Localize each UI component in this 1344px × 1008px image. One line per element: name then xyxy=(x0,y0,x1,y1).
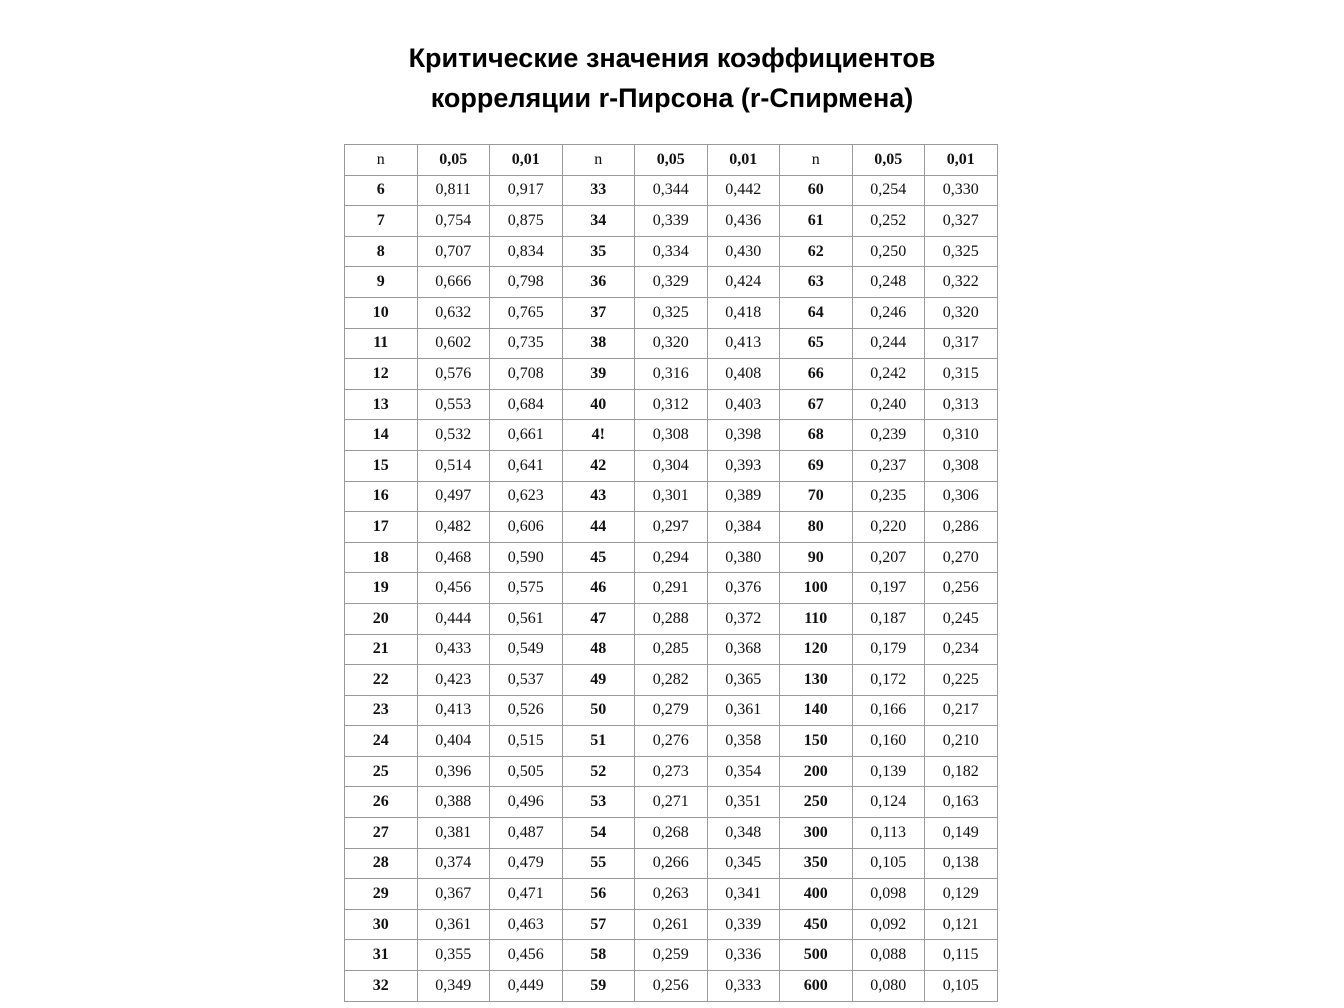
table-row xyxy=(345,909,998,940)
cell-n: 10 xyxy=(345,297,418,328)
cell-n: 32 xyxy=(345,971,418,1002)
cell-p001: 0,225 xyxy=(925,665,998,696)
cell-p005: 0,254 xyxy=(852,175,925,206)
cell-p005: 0,632 xyxy=(417,297,490,328)
cell-n: 54 xyxy=(562,818,635,849)
cell-p005: 0,381 xyxy=(417,818,490,849)
cell-n: 18 xyxy=(345,542,418,573)
cell-p005: 0,576 xyxy=(417,359,490,390)
cell-p005: 0,268 xyxy=(635,818,708,849)
cell-n: 130 xyxy=(780,665,853,696)
header-n: n xyxy=(780,145,853,176)
cell-p001: 0,341 xyxy=(707,879,780,910)
cell-p005: 0,285 xyxy=(635,634,708,665)
cell-p005: 0,553 xyxy=(417,389,490,420)
cell-p005: 0,532 xyxy=(417,420,490,451)
cell-n: 450 xyxy=(780,909,853,940)
cell-p001: 0,623 xyxy=(490,481,563,512)
cell-p001: 0,463 xyxy=(490,909,563,940)
cell-p001: 0,121 xyxy=(925,909,998,940)
cell-p005: 0,329 xyxy=(635,267,708,298)
cell-p001: 0,590 xyxy=(490,542,563,573)
cell-p001: 0,413 xyxy=(707,328,780,359)
cell-p005: 0,388 xyxy=(417,787,490,818)
cell-n: 600 xyxy=(780,971,853,1002)
cell-n: 250 xyxy=(780,787,853,818)
header-alpha-005: 0,05 xyxy=(852,145,925,176)
cell-p005: 0,207 xyxy=(852,542,925,573)
cell-n: 140 xyxy=(780,695,853,726)
cell-p005: 0,235 xyxy=(852,481,925,512)
table-row xyxy=(345,512,998,543)
cell-p005: 0,811 xyxy=(417,175,490,206)
cell-p005: 0,271 xyxy=(635,787,708,818)
cell-n: 21 xyxy=(345,634,418,665)
cell-n: 55 xyxy=(562,848,635,879)
cell-p001: 0,365 xyxy=(707,665,780,696)
cell-p005: 0,456 xyxy=(417,573,490,604)
cell-n: 31 xyxy=(345,940,418,971)
cell-p005: 0,444 xyxy=(417,603,490,634)
cell-p005: 0,113 xyxy=(852,818,925,849)
table-row xyxy=(345,450,998,481)
cell-p005: 0,468 xyxy=(417,542,490,573)
header-alpha-001: 0,01 xyxy=(925,145,998,176)
cell-p005: 0,361 xyxy=(417,909,490,940)
cell-p005: 0,304 xyxy=(635,450,708,481)
cell-p001: 0,496 xyxy=(490,787,563,818)
table-header-row xyxy=(345,145,998,176)
cell-p001: 0,368 xyxy=(707,634,780,665)
cell-p001: 0,526 xyxy=(490,695,563,726)
cell-p001: 0,348 xyxy=(707,818,780,849)
table-row xyxy=(345,940,998,971)
cell-p005: 0,261 xyxy=(635,909,708,940)
cell-n: 17 xyxy=(345,512,418,543)
cell-n: 38 xyxy=(562,328,635,359)
cell-p005: 0,240 xyxy=(852,389,925,420)
cell-p001: 0,708 xyxy=(490,359,563,390)
table-row xyxy=(345,665,998,696)
cell-n: 60 xyxy=(780,175,853,206)
cell-n: 59 xyxy=(562,971,635,1002)
cell-p005: 0,088 xyxy=(852,940,925,971)
cell-p001: 0,105 xyxy=(925,971,998,1002)
cell-p005: 0,482 xyxy=(417,512,490,543)
cell-n: 67 xyxy=(780,389,853,420)
cell-n: 47 xyxy=(562,603,635,634)
cell-n: 52 xyxy=(562,756,635,787)
table-row xyxy=(345,297,998,328)
cell-n: 9 xyxy=(345,267,418,298)
cell-n: 56 xyxy=(562,879,635,910)
cell-n: 120 xyxy=(780,634,853,665)
cell-p001: 0,313 xyxy=(925,389,998,420)
cell-p001: 0,515 xyxy=(490,726,563,757)
cell-p001: 0,606 xyxy=(490,512,563,543)
cell-n: 110 xyxy=(780,603,853,634)
cell-p005: 0,252 xyxy=(852,206,925,237)
cell-p005: 0,294 xyxy=(635,542,708,573)
cell-p001: 0,317 xyxy=(925,328,998,359)
cell-n: 12 xyxy=(345,359,418,390)
cell-n: 30 xyxy=(345,909,418,940)
cell-n: 43 xyxy=(562,481,635,512)
cell-p005: 0,288 xyxy=(635,603,708,634)
cell-n: 500 xyxy=(780,940,853,971)
cell-p001: 0,245 xyxy=(925,603,998,634)
cell-p005: 0,080 xyxy=(852,971,925,1002)
cell-p005: 0,297 xyxy=(635,512,708,543)
table-body xyxy=(345,175,998,1001)
cell-p001: 0,765 xyxy=(490,297,563,328)
cell-p005: 0,273 xyxy=(635,756,708,787)
table-row xyxy=(345,389,998,420)
page-title xyxy=(0,38,1344,118)
cell-p001: 0,361 xyxy=(707,695,780,726)
cell-p001: 0,735 xyxy=(490,328,563,359)
cell-p005: 0,179 xyxy=(852,634,925,665)
cell-p001: 0,389 xyxy=(707,481,780,512)
table-row xyxy=(345,603,998,634)
cell-p001: 0,270 xyxy=(925,542,998,573)
header-alpha-005: 0,05 xyxy=(417,145,490,176)
cell-p005: 0,139 xyxy=(852,756,925,787)
cell-n: 58 xyxy=(562,940,635,971)
cell-p001: 0,456 xyxy=(490,940,563,971)
table-row xyxy=(345,634,998,665)
cell-n: 24 xyxy=(345,726,418,757)
cell-p001: 0,384 xyxy=(707,512,780,543)
cell-p005: 0,220 xyxy=(852,512,925,543)
cell-p001: 0,256 xyxy=(925,573,998,604)
critical-values-table xyxy=(344,144,998,1002)
cell-p005: 0,098 xyxy=(852,879,925,910)
cell-p001: 0,917 xyxy=(490,175,563,206)
cell-p005: 0,291 xyxy=(635,573,708,604)
cell-p001: 0,549 xyxy=(490,634,563,665)
table-row xyxy=(345,879,998,910)
title-line-1: Критические значения коэффициентов xyxy=(408,43,936,73)
cell-p001: 0,315 xyxy=(925,359,998,390)
cell-n: 70 xyxy=(780,481,853,512)
cell-p001: 0,380 xyxy=(707,542,780,573)
cell-n: 51 xyxy=(562,726,635,757)
cell-p005: 0,334 xyxy=(635,236,708,267)
header-alpha-005: 0,05 xyxy=(635,145,708,176)
cell-n: 27 xyxy=(345,818,418,849)
cell-p001: 0,358 xyxy=(707,726,780,757)
cell-n: 48 xyxy=(562,634,635,665)
table-row xyxy=(345,420,998,451)
cell-n: 80 xyxy=(780,512,853,543)
cell-n: 50 xyxy=(562,695,635,726)
cell-n: 37 xyxy=(562,297,635,328)
cell-n: 34 xyxy=(562,206,635,237)
table-row xyxy=(345,726,998,757)
table-row xyxy=(345,359,998,390)
cell-p001: 0,354 xyxy=(707,756,780,787)
cell-n: 61 xyxy=(780,206,853,237)
header-alpha-001: 0,01 xyxy=(490,145,563,176)
cell-p001: 0,641 xyxy=(490,450,563,481)
cell-n: 6 xyxy=(345,175,418,206)
cell-p005: 0,374 xyxy=(417,848,490,879)
cell-n: 69 xyxy=(780,450,853,481)
cell-n: 16 xyxy=(345,481,418,512)
cell-p001: 0,322 xyxy=(925,267,998,298)
cell-p005: 0,301 xyxy=(635,481,708,512)
cell-p005: 0,423 xyxy=(417,665,490,696)
cell-n: 350 xyxy=(780,848,853,879)
cell-n: 11 xyxy=(345,328,418,359)
cell-n: 35 xyxy=(562,236,635,267)
cell-n: 4! xyxy=(562,420,635,451)
cell-p001: 0,430 xyxy=(707,236,780,267)
cell-p001: 0,684 xyxy=(490,389,563,420)
cell-n: 400 xyxy=(780,879,853,910)
cell-n: 29 xyxy=(345,879,418,910)
cell-p001: 0,875 xyxy=(490,206,563,237)
cell-p005: 0,187 xyxy=(852,603,925,634)
cell-p001: 0,403 xyxy=(707,389,780,420)
cell-n: 150 xyxy=(780,726,853,757)
cell-p005: 0,259 xyxy=(635,940,708,971)
cell-p005: 0,339 xyxy=(635,206,708,237)
cell-n: 39 xyxy=(562,359,635,390)
cell-p001: 0,138 xyxy=(925,848,998,879)
cell-p005: 0,514 xyxy=(417,450,490,481)
cell-p005: 0,312 xyxy=(635,389,708,420)
cell-p001: 0,442 xyxy=(707,175,780,206)
cell-p005: 0,413 xyxy=(417,695,490,726)
cell-p005: 0,092 xyxy=(852,909,925,940)
cell-p005: 0,320 xyxy=(635,328,708,359)
cell-n: 28 xyxy=(345,848,418,879)
table-row xyxy=(345,848,998,879)
cell-p005: 0,105 xyxy=(852,848,925,879)
cell-p005: 0,124 xyxy=(852,787,925,818)
cell-p005: 0,433 xyxy=(417,634,490,665)
cell-n: 44 xyxy=(562,512,635,543)
cell-n: 46 xyxy=(562,573,635,604)
table-row xyxy=(345,573,998,604)
cell-p001: 0,163 xyxy=(925,787,998,818)
cell-n: 33 xyxy=(562,175,635,206)
cell-p005: 0,239 xyxy=(852,420,925,451)
table-row xyxy=(345,756,998,787)
cell-p005: 0,367 xyxy=(417,879,490,910)
cell-p005: 0,160 xyxy=(852,726,925,757)
cell-p005: 0,497 xyxy=(417,481,490,512)
cell-p001: 0,505 xyxy=(490,756,563,787)
cell-n: 22 xyxy=(345,665,418,696)
cell-n: 42 xyxy=(562,450,635,481)
cell-p001: 0,210 xyxy=(925,726,998,757)
header-n: n xyxy=(345,145,418,176)
cell-n: 14 xyxy=(345,420,418,451)
cell-n: 25 xyxy=(345,756,418,787)
cell-p001: 0,834 xyxy=(490,236,563,267)
cell-p001: 0,345 xyxy=(707,848,780,879)
table-row xyxy=(345,206,998,237)
cell-n: 19 xyxy=(345,573,418,604)
cell-p005: 0,242 xyxy=(852,359,925,390)
cell-n: 300 xyxy=(780,818,853,849)
cell-n: 100 xyxy=(780,573,853,604)
cell-p001: 0,424 xyxy=(707,267,780,298)
cell-p001: 0,286 xyxy=(925,512,998,543)
cell-p001: 0,575 xyxy=(490,573,563,604)
cell-p001: 0,182 xyxy=(925,756,998,787)
cell-n: 45 xyxy=(562,542,635,573)
cell-p001: 0,418 xyxy=(707,297,780,328)
cell-p005: 0,279 xyxy=(635,695,708,726)
cell-p001: 0,149 xyxy=(925,818,998,849)
cell-n: 23 xyxy=(345,695,418,726)
table-row xyxy=(345,175,998,206)
cell-p005: 0,172 xyxy=(852,665,925,696)
cell-p005: 0,602 xyxy=(417,328,490,359)
cell-p005: 0,308 xyxy=(635,420,708,451)
cell-n: 65 xyxy=(780,328,853,359)
cell-p001: 0,336 xyxy=(707,940,780,971)
cell-n: 57 xyxy=(562,909,635,940)
cell-n: 26 xyxy=(345,787,418,818)
cell-p005: 0,282 xyxy=(635,665,708,696)
cell-p005: 0,197 xyxy=(852,573,925,604)
cell-p005: 0,237 xyxy=(852,450,925,481)
cell-p005: 0,166 xyxy=(852,695,925,726)
cell-n: 13 xyxy=(345,389,418,420)
cell-n: 36 xyxy=(562,267,635,298)
cell-p001: 0,234 xyxy=(925,634,998,665)
header-n: n xyxy=(562,145,635,176)
cell-p001: 0,393 xyxy=(707,450,780,481)
cell-p005: 0,246 xyxy=(852,297,925,328)
cell-n: 62 xyxy=(780,236,853,267)
cell-p001: 0,330 xyxy=(925,175,998,206)
cell-n: 63 xyxy=(780,267,853,298)
cell-p005: 0,256 xyxy=(635,971,708,1002)
table-row xyxy=(345,787,998,818)
cell-n: 200 xyxy=(780,756,853,787)
cell-p001: 0,661 xyxy=(490,420,563,451)
cell-p001: 0,436 xyxy=(707,206,780,237)
cell-p001: 0,798 xyxy=(490,267,563,298)
table-row xyxy=(345,971,998,1002)
cell-p005: 0,355 xyxy=(417,940,490,971)
cell-n: 8 xyxy=(345,236,418,267)
cell-p001: 0,372 xyxy=(707,603,780,634)
table-row xyxy=(345,328,998,359)
header-alpha-001: 0,01 xyxy=(707,145,780,176)
cell-n: 68 xyxy=(780,420,853,451)
table-row xyxy=(345,236,998,267)
cell-p001: 0,333 xyxy=(707,971,780,1002)
cell-p005: 0,316 xyxy=(635,359,708,390)
cell-n: 40 xyxy=(562,389,635,420)
table-row xyxy=(345,267,998,298)
cell-p001: 0,115 xyxy=(925,940,998,971)
cell-p001: 0,471 xyxy=(490,879,563,910)
cell-p001: 0,306 xyxy=(925,481,998,512)
cell-p005: 0,250 xyxy=(852,236,925,267)
cell-n: 53 xyxy=(562,787,635,818)
cell-p005: 0,248 xyxy=(852,267,925,298)
cell-n: 49 xyxy=(562,665,635,696)
cell-p005: 0,404 xyxy=(417,726,490,757)
table-row xyxy=(345,695,998,726)
cell-p005: 0,266 xyxy=(635,848,708,879)
cell-p001: 0,308 xyxy=(925,450,998,481)
cell-p005: 0,396 xyxy=(417,756,490,787)
cell-p005: 0,344 xyxy=(635,175,708,206)
cell-p005: 0,263 xyxy=(635,879,708,910)
cell-n: 64 xyxy=(780,297,853,328)
cell-p001: 0,479 xyxy=(490,848,563,879)
cell-p001: 0,310 xyxy=(925,420,998,451)
cell-p001: 0,339 xyxy=(707,909,780,940)
cell-p001: 0,408 xyxy=(707,359,780,390)
cell-p001: 0,537 xyxy=(490,665,563,696)
cell-p001: 0,561 xyxy=(490,603,563,634)
cell-p005: 0,754 xyxy=(417,206,490,237)
cell-p001: 0,449 xyxy=(490,971,563,1002)
cell-p005: 0,666 xyxy=(417,267,490,298)
cell-p005: 0,325 xyxy=(635,297,708,328)
cell-p001: 0,351 xyxy=(707,787,780,818)
cell-p001: 0,376 xyxy=(707,573,780,604)
cell-n: 7 xyxy=(345,206,418,237)
cell-n: 90 xyxy=(780,542,853,573)
cell-p001: 0,325 xyxy=(925,236,998,267)
title-line-2: корреляции r-Пирсона (r-Спирмена) xyxy=(430,83,914,113)
table-row xyxy=(345,818,998,849)
table-row xyxy=(345,481,998,512)
cell-p005: 0,349 xyxy=(417,971,490,1002)
cell-p005: 0,244 xyxy=(852,328,925,359)
cell-p001: 0,320 xyxy=(925,297,998,328)
cell-p001: 0,217 xyxy=(925,695,998,726)
cell-p001: 0,129 xyxy=(925,879,998,910)
cell-p005: 0,276 xyxy=(635,726,708,757)
cell-p001: 0,487 xyxy=(490,818,563,849)
cell-p001: 0,327 xyxy=(925,206,998,237)
table-row xyxy=(345,542,998,573)
cell-p005: 0,707 xyxy=(417,236,490,267)
cell-n: 15 xyxy=(345,450,418,481)
cell-n: 66 xyxy=(780,359,853,390)
cell-n: 20 xyxy=(345,603,418,634)
cell-p001: 0,398 xyxy=(707,420,780,451)
